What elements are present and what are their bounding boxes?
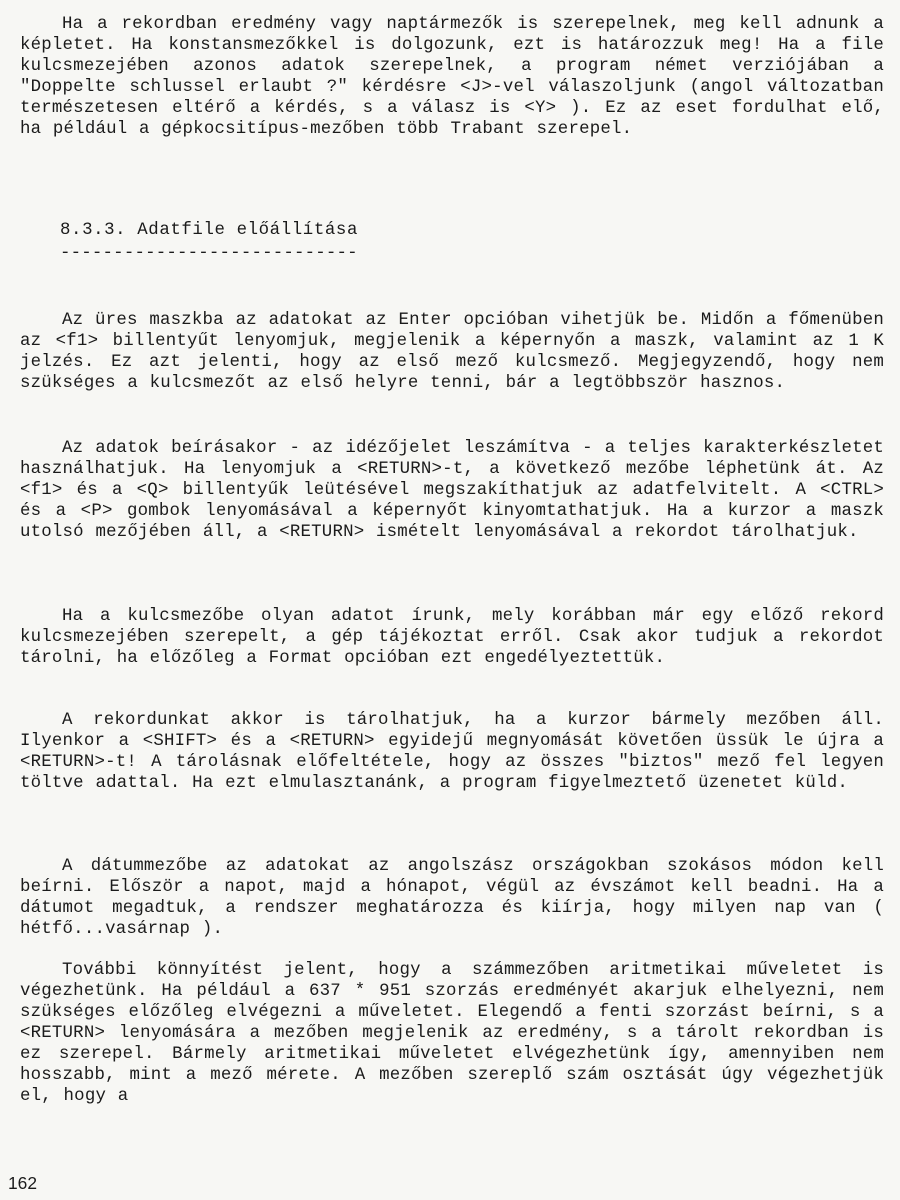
page-number: 162 — [8, 1173, 38, 1193]
paragraph-enter-option: Az üres maszkba az adatokat az Enter opcióban vihetjük be. Midőn a főmenüben az <f1> billentyűt lenyomjuk, megjelenik a képernyőn a maszk, valamint az 1 K jelzés. Ez azt jelenti, hogy az első mező kulcsmező. Megjegyzendő, hogy nem szükséges a kulcsmezőt az első helyre tenni, bár a legtöbbször hasznos. — [20, 311, 884, 393]
paragraph-store-record: A rekordunkat akkor is tárolhatjuk, ha a kurzor bármely mezőben áll. Ilyenkor a <SHIFT> és a <RETURN> egyidejű megnyomását követően üssük le újra a <RETURN>-t! A tárolásnak előfeltétele, hogy az összes "biztos" mező fel legyen töltve adattal. Ha ezt elmulasztanánk, a program figyelmeztető üzenetet küld. — [20, 711, 884, 793]
paragraph-arithmetic: További könnyítést jelent, hogy a számmezőben aritmetikai műveletet is végezhetünk. Ha például a 637 * 951 szorzás eredményét akarjuk elhelyezni, nem szükséges előzőleg elvégezni a műveletet. Elegendő a fenti szorzást beírni, s a <RETURN> lenyomására a mezőben megjelenik az eredmény, s a tárolt rekordban is ez szerepel. Bármely aritmetikai műveletet elvégezhetünk így, amennyiben nem hosszabb, mint a mező mérete. A mezőben szereplő szám osztását úgy végezhetjük el, hogy a — [20, 961, 884, 1106]
paragraph-key-field: Ha a kulcsmezőbe olyan adatot írunk, mely korábban már egy előző rekord kulcsmezejében szerepelt, a gép tájékoztat erről. Csak akor tudjuk a rekordot tárolni, ha előzőleg a Format opcióban ezt engedélyeztettük. — [20, 607, 884, 668]
paragraph-data-entry: Az adatok beírásakor - az idézőjelet leszámítva - a teljes karakterkészletet használhatjuk. Ha lenyomjuk a <RETURN>-t, a következő mezőbe léphetünk át. Az <f1> és a <Q> billentyűk leütésével megszakíthatjuk az adatfelvitelt. A <CTRL> és a <P> gombok lenyomásával a képernyőt kinyomtathatjuk. Ha a kurzor a maszk utolsó mezőjében áll, a <RETURN> ismételt lenyomásával a rekordot tárolhatjuk. — [20, 439, 884, 542]
heading-underline: ---------------------------- — [60, 244, 358, 263]
document-page — [20, 10, 884, 1190]
section-heading: 8.3.3. Adatfile előállítása — [60, 221, 358, 240]
paragraph-record-formula: Ha a rekordban eredmény vagy naptármezők is szerepelnek, meg kell adnunk a képletet. Ha konstansmezőkkel is dolgozunk, ezt is határozzuk meg! Ha a file kulcsmezejében azonos adatok szerepelnek, a program német verziójában a "Doppelte schlussel erlaubt ?" kérdésre <J>-vel válaszoljunk (angol változatban természetesen eltérő a kérdés, s a válasz is <Y> ). Ez az eset fordulhat elő, ha például a gépkocsitípus-mezőben több Trabant szerepel. — [20, 15, 884, 139]
paragraph-date-field: A dátummezőbe az adatokat az angolszász országokban szokásos módon kell beírni. Először a napot, majd a hónapot, végül az évszámot kell beadni. Ha a dátumot megadtuk, a rendszer meghatározza és kiírja, hogy milyen nap van ( hétfő...vasárnap ). — [20, 857, 884, 939]
